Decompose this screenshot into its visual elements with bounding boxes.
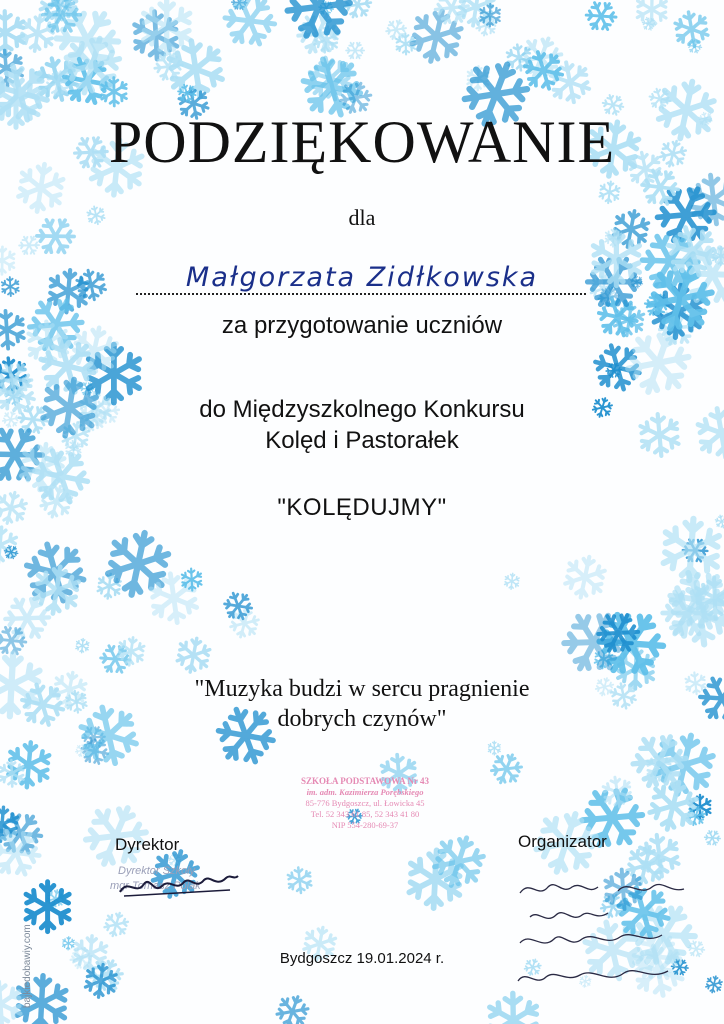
organizer-label: Organizator xyxy=(518,832,607,851)
organizer-signatures xyxy=(490,865,690,1015)
snowflake-icon xyxy=(705,975,723,995)
watermark xyxy=(16,920,36,1010)
snowflake-icon xyxy=(489,750,525,788)
watermark-text: bajkiedobawiy.com xyxy=(22,924,33,1008)
reason-text: za przygotowanie uczniów xyxy=(221,312,503,339)
director-stamp-title: Dyrektor Szkoły xyxy=(118,865,196,877)
stamp-phone: Tel. 52 343 61 85, 52 343 41 80 xyxy=(310,809,420,819)
competition-line-2: Kolęd i Pastorałek xyxy=(265,427,459,454)
quote-line-1: "Muzyka budzi w sercu pragnienie xyxy=(194,676,530,702)
snowflake-icon xyxy=(176,635,212,674)
place-and-date: Bydgoszcz 19.01.2024 r. xyxy=(279,950,445,967)
school-stamp xyxy=(265,776,465,831)
snowflake-icon xyxy=(283,864,317,897)
for-word: dla xyxy=(348,205,376,230)
stamp-patron: im. adm. Kazimierza Porębskiego xyxy=(306,787,424,797)
competition-line-1: do Międzyszkolnego Konkursu xyxy=(199,396,525,423)
snowflake-icon xyxy=(103,910,130,939)
snowflake-icon xyxy=(0,590,54,646)
stamp-nip: NIP 554-280-69-37 xyxy=(331,820,399,830)
competition-name: "KOLĘDUJMY" xyxy=(277,494,447,521)
snowflake-icon xyxy=(97,640,135,679)
snowflake-icon xyxy=(0,526,17,564)
recipient-dotted-line xyxy=(136,293,586,295)
director-label: Dyrektor xyxy=(115,835,180,854)
snowflake-icon xyxy=(274,992,310,1024)
director-signature xyxy=(100,866,245,906)
snowflake-icon xyxy=(582,0,620,36)
snowflake-icon xyxy=(686,37,704,55)
snowflake-icon xyxy=(144,0,190,53)
snowflake-icon xyxy=(637,0,666,26)
recipient-name: Małgorzata Zidłkowska xyxy=(185,262,539,293)
certificate-title: PODZIĘKOWANIE xyxy=(108,109,616,175)
snowflake-icon xyxy=(663,517,721,582)
snowflake-icon xyxy=(220,588,256,624)
snowflake-icon xyxy=(217,0,282,54)
stamp-address: 85-776 Bydgoszcz, ul. Łowicka 45 xyxy=(305,798,425,808)
snowflake-icon xyxy=(76,638,90,653)
quote-line-2: dobrych czynów" xyxy=(277,706,447,732)
snowflake-icon xyxy=(488,741,500,755)
snowflake-icon xyxy=(344,39,366,62)
snowflake-icon xyxy=(504,573,519,590)
snowflake-icon xyxy=(2,543,20,561)
director-stamp-name: mgr Tomasz Polak xyxy=(110,880,201,892)
snowflake-icon xyxy=(384,17,407,42)
stamp-school-name: SZKOŁA PODSTAWOWA Nr 43 xyxy=(301,776,429,786)
snowflake-icon xyxy=(702,828,722,849)
snowflake-icon xyxy=(563,553,607,601)
snowflake-icon xyxy=(62,937,74,951)
snowflake-icon xyxy=(599,180,620,204)
